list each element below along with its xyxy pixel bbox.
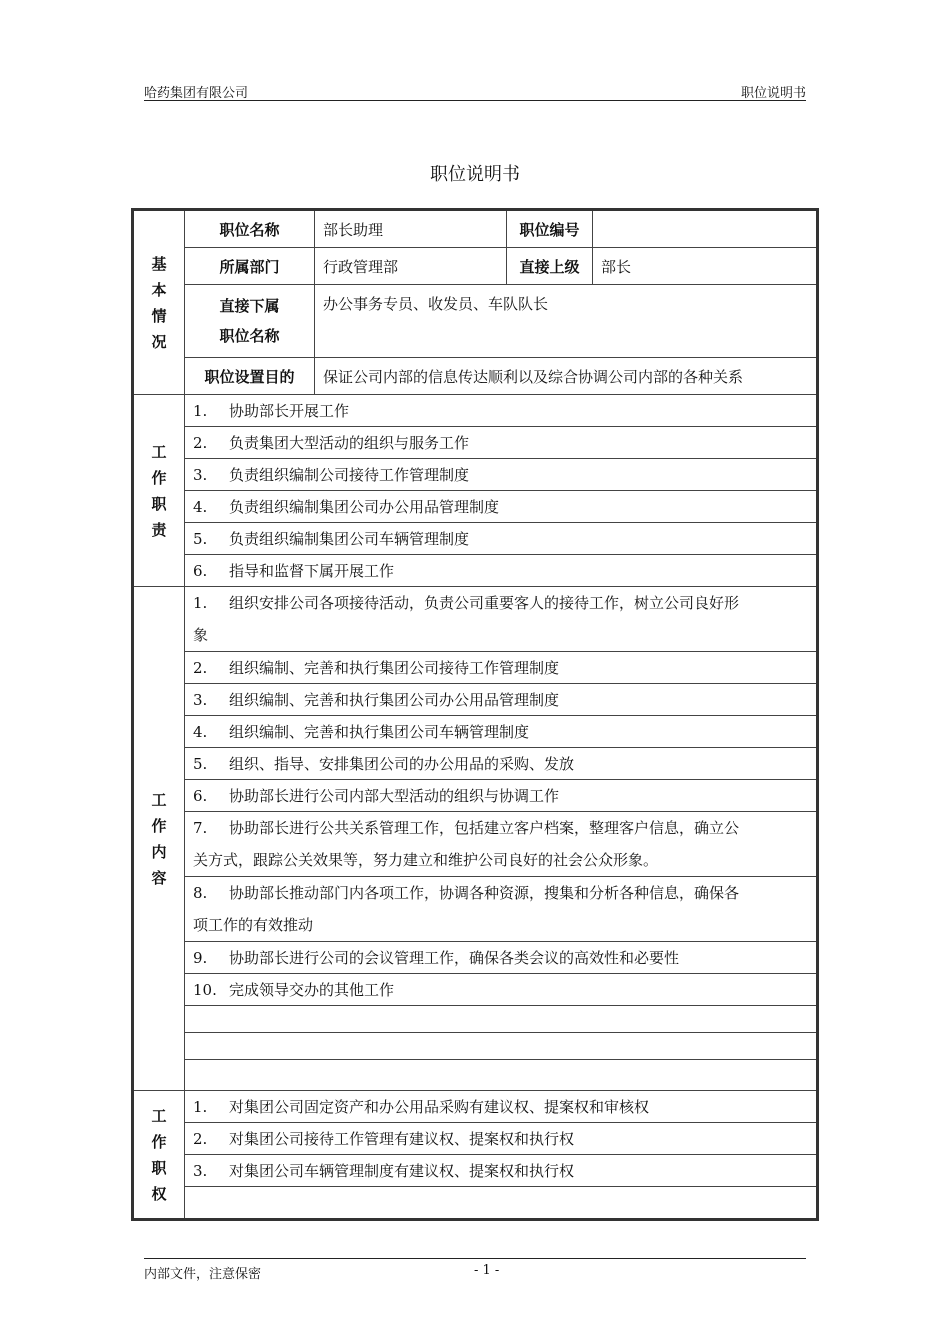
page-number: - 1 -	[474, 1263, 500, 1278]
content-item: 6. 协助部长进行公司内部大型活动的组织与协调工作	[185, 780, 818, 812]
authority-empty-row	[185, 1187, 818, 1220]
section-duties: 工 作 职 责	[133, 395, 185, 587]
content-item: 8. 协助部长推动部门内各项工作，协调各种资源，搜集和分析各种信息，确保各 项工作的有效推动	[185, 877, 818, 942]
document-title: 职位说明书	[430, 164, 520, 185]
position-name-value: 部长助理	[315, 210, 507, 248]
content-item: 5. 组织、指导、安排集团公司的办公用品的采购、发放	[185, 748, 818, 780]
content-empty-row	[185, 1060, 818, 1091]
duty-item: 5. 负责组织编制集团公司车辆管理制度	[185, 523, 818, 555]
content-item: 1. 组织安排公司各项接待活动，负责公司重要客人的接待工作，树立公司良好形 象	[185, 587, 818, 652]
content-item: 4. 组织编制、完善和执行集团公司车辆管理制度	[185, 716, 818, 748]
subordinates-value: 办公事务专员、收发员、车队队长	[315, 285, 818, 358]
content-item: 2. 组织编制、完善和执行集团公司接待工作管理制度	[185, 652, 818, 684]
subordinates-label	[185, 285, 315, 358]
position-code-label: 职位编号	[507, 210, 593, 248]
position-code-value	[593, 210, 818, 248]
content-item: 10. 完成领导交办的其他工作	[185, 974, 818, 1006]
header-doc-type: 职位说明书	[740, 86, 806, 101]
duty-item: 2. 负责集团大型活动的组织与服务工作	[185, 427, 818, 459]
content-item: 9. 协助部长进行公司的会议管理工作，确保各类会议的高效性和必要性	[185, 942, 818, 974]
content-empty-row	[185, 1033, 818, 1060]
section-basic: 基 本 情 况	[133, 210, 185, 395]
footer-note: 内部文件，注意保密	[144, 1267, 262, 1282]
duty-item: 4. 负责组织编制集团公司办公用品管理制度	[185, 491, 818, 523]
subordinates-label-1: 直接下属	[219, 297, 280, 315]
job-description-table	[131, 208, 819, 1221]
superior-label: 直接上级	[507, 248, 593, 285]
authority-item: 1. 对集团公司固定资产和办公用品采购有建议权、提案权和审核权	[185, 1091, 818, 1123]
dept-value: 行政管理部	[315, 248, 507, 285]
superior-value: 部长	[593, 248, 818, 285]
subordinates-label-2: 职位名称	[219, 327, 280, 345]
authority-item: 3. 对集团公司车辆管理制度有建议权、提案权和执行权	[185, 1155, 818, 1187]
duty-item: 1. 协助部长开展工作	[185, 395, 818, 427]
page-footer	[144, 1258, 806, 1282]
duty-item: 6. 指导和监督下属开展工作	[185, 555, 818, 587]
content-item: 3. 组织编制、完善和执行集团公司办公用品管理制度	[185, 684, 818, 716]
page-header	[144, 80, 806, 101]
header-company: 哈药集团有限公司	[144, 86, 249, 101]
section-content: 工 作 内 容	[133, 587, 185, 1091]
position-name-label: 职位名称	[185, 210, 315, 248]
section-authority: 工 作 职 权	[133, 1091, 185, 1220]
authority-item: 2. 对集团公司接待工作管理有建议权、提案权和执行权	[185, 1123, 818, 1155]
duty-item: 3. 负责组织编制公司接待工作管理制度	[185, 459, 818, 491]
purpose-label: 职位设置目的	[185, 358, 315, 395]
content-empty-row	[185, 1006, 818, 1033]
dept-label: 所属部门	[185, 248, 315, 285]
content-item: 7. 协助部长进行公共关系管理工作，包括建立客户档案，整理客户信息，确立公 关方式，跟踪公关效果等，努力建立和维护公司良好的社会公众形象。	[185, 812, 818, 877]
purpose-value: 保证公司内部的信息传达顺利以及综合协调公司内部的各种关系	[315, 358, 818, 395]
